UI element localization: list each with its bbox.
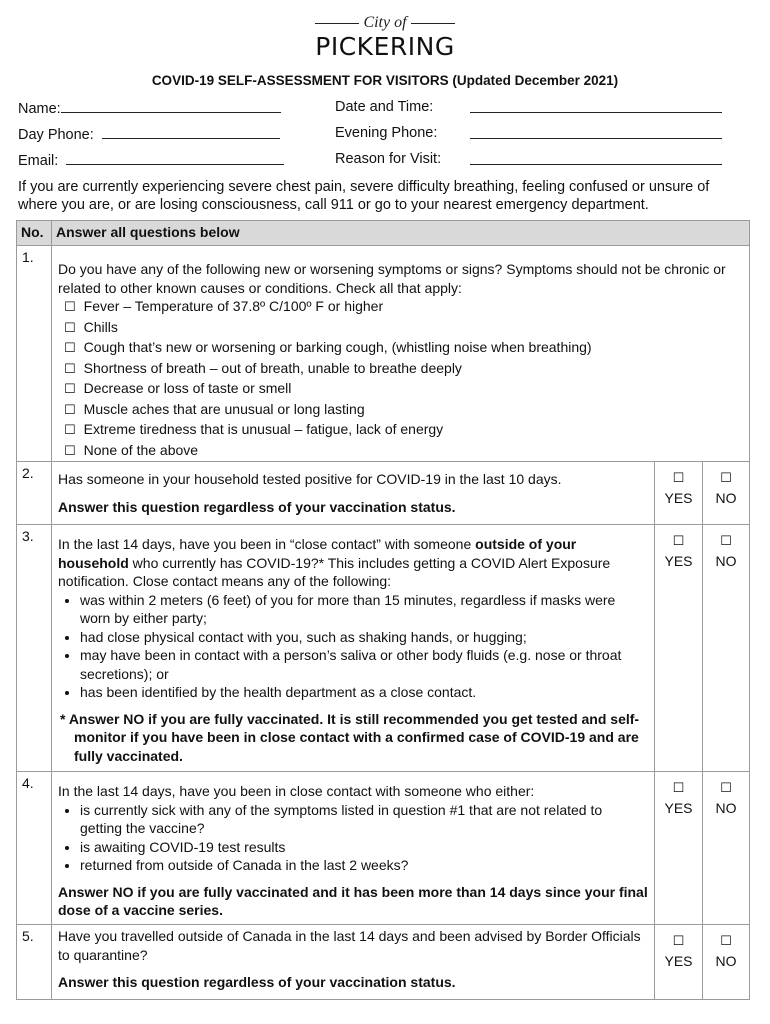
checkbox-icon[interactable]: ☐: [64, 443, 76, 459]
symptom-label: None of the above: [83, 441, 199, 458]
question-text-bold: outside of your household: [58, 536, 577, 571]
logo-city-of: [0, 14, 770, 32]
checkbox-icon[interactable]: ☐: [64, 382, 76, 397]
question-text: Do you have any of the following new or worsening symptoms or signs? Symptoms should not be chronic or related to other known causes or conditions. Check all that apply:: [58, 261, 726, 296]
question-text-a: In the last 14 days, have you been in “close contact” with someone: [58, 536, 476, 552]
question-3-cell: [52, 525, 655, 772]
list-item: • may have been in contact with a person’s saliva or other body fluids (e.g. nose or throat secretions); or: [80, 646, 648, 683]
question-note: Answer this question regardless of your vaccination status.: [58, 974, 456, 990]
checkbox-icon[interactable]: ☐: [64, 402, 76, 418]
symptom-option[interactable]: [64, 379, 743, 400]
yes-checkbox-icon[interactable]: ☐: [672, 471, 685, 486]
form-title: COVID-19 SELF-ASSESSMENT FOR VISITORS (Updated December 2021): [151, 73, 619, 88]
question-number: 5.: [17, 925, 52, 1000]
questions-table: [16, 220, 750, 1000]
date-time-line-wrap[interactable]: [470, 98, 722, 118]
question-number: 1.: [17, 246, 52, 462]
list-item: • is awaiting COVID-19 test results: [80, 838, 648, 857]
no-label: NO: [715, 489, 737, 506]
reason-field[interactable]: [335, 150, 441, 168]
city-logo: [0, 14, 770, 61]
checkbox-icon[interactable]: ☐: [64, 361, 76, 377]
logo-top-text: City of: [363, 14, 407, 31]
email-label: Email:: [18, 153, 59, 169]
question-number: 2.: [17, 462, 52, 525]
question-number: 3.: [17, 525, 52, 772]
question-4-cell: [52, 772, 655, 925]
no-option[interactable]: [703, 925, 750, 1000]
symptom-option[interactable]: [64, 441, 743, 462]
name-label: Name:: [18, 101, 61, 117]
symptom-option[interactable]: [64, 400, 743, 421]
no-label: NO: [715, 552, 737, 569]
name-line[interactable]: [61, 98, 281, 113]
question-text: In the last 14 days, have you been in close contact with someone who either:: [58, 783, 535, 799]
logo-wordmark: PICKERING: [315, 32, 455, 61]
symptom-label: Shortness of breath – out of breath, unable to breathe deeply: [83, 359, 462, 376]
no-option[interactable]: [703, 525, 750, 772]
yes-label: YES: [664, 952, 693, 969]
checkbox-icon[interactable]: ☐: [64, 423, 76, 438]
yes-label: YES: [664, 489, 693, 506]
question-row-5: [17, 925, 750, 1000]
symptom-option[interactable]: [64, 359, 743, 380]
evening-phone-label: Evening Phone:: [335, 125, 438, 141]
no-checkbox-icon[interactable]: ☐: [720, 534, 732, 549]
email-field[interactable]: [18, 150, 284, 170]
question-note: * Answer NO if you are fully vaccinated. It is still recommended you get tested and self-monitor if you have been in close contact with a confirmed case of COVID-19 and are fully vaccinated.: [60, 710, 640, 764]
email-line[interactable]: [66, 150, 284, 165]
no-checkbox-icon[interactable]: ☐: [720, 471, 732, 486]
day-phone-field[interactable]: [18, 124, 280, 144]
question-text: [58, 535, 648, 591]
yes-checkbox-icon[interactable]: ☐: [672, 934, 685, 949]
symptom-label: Fever – Temperature of 37.8º C/100º F or higher: [83, 298, 384, 314]
header-answer: Answer all questions below: [52, 221, 750, 246]
symptom-label: Extreme tiredness that is unusual – fatigue, lack of energy: [83, 421, 444, 437]
evening-phone-field[interactable]: [335, 124, 437, 142]
contact-criteria-list: [58, 801, 648, 875]
question-text-b: who currently has COVID-19?* This includes getting a COVID Alert Exposure notification. Close contact means any of the following:: [58, 554, 611, 589]
question-note: Answer this question regardless of your vaccination status.: [58, 498, 456, 515]
header-no: No.: [17, 221, 52, 246]
date-time-label: Date and Time:: [335, 99, 434, 115]
question-2-cell: [52, 462, 655, 525]
yes-label: YES: [664, 799, 693, 816]
question-row-2: [17, 462, 750, 525]
emergency-notice: If you are currently experiencing severe chest pain, severe difficulty breathing, feeling confused or unsure of where you are, or are losing consciousness, call 911 or go to your nearest emergency department.: [18, 179, 710, 213]
checkbox-icon[interactable]: ☐: [64, 320, 76, 336]
yes-option[interactable]: [655, 772, 703, 925]
question-row-1: [17, 246, 750, 462]
yes-option[interactable]: [655, 462, 703, 525]
yes-checkbox-icon[interactable]: ☐: [672, 534, 685, 549]
symptom-label: Cough that’s new or worsening or barking cough, (whistling noise when breathing): [83, 339, 592, 355]
list-item: • returned from outside of Canada in the last 2 weeks?: [80, 856, 648, 875]
symptom-option[interactable]: [64, 420, 743, 441]
question-row-3: [17, 525, 750, 772]
reason-line-wrap[interactable]: [470, 150, 722, 170]
symptom-label: Decrease or loss of taste or smell: [83, 380, 292, 396]
evening-phone-line[interactable]: [470, 124, 722, 139]
no-option[interactable]: [703, 462, 750, 525]
symptom-option[interactable]: [64, 318, 743, 339]
checkbox-icon[interactable]: ☐: [64, 341, 76, 356]
date-time-line[interactable]: [470, 98, 722, 113]
no-option[interactable]: [703, 772, 750, 925]
symptom-options: [58, 297, 743, 461]
symptom-label: Muscle aches that are unusual or long lasting: [83, 400, 365, 417]
yes-option[interactable]: [655, 525, 703, 772]
close-contact-list: [58, 591, 648, 702]
reason-line[interactable]: [470, 150, 722, 165]
no-checkbox-icon[interactable]: ☐: [720, 781, 732, 796]
question-row-4: [17, 772, 750, 925]
question-number: 4.: [17, 772, 52, 925]
list-item: • was within 2 meters (6 feet) of you for more than 15 minutes, regardless if masks were worn by either party;: [80, 591, 648, 628]
question-note: Answer NO if you are fully vaccinated and it has been more than 14 days since your final dose of a vaccine series.: [58, 883, 648, 918]
no-label: NO: [715, 952, 737, 969]
day-phone-line[interactable]: [102, 124, 280, 139]
day-phone-label: Day Phone:: [18, 127, 94, 143]
yes-option[interactable]: [655, 925, 703, 1000]
checkbox-icon[interactable]: ☐: [64, 300, 76, 315]
date-time-field[interactable]: [335, 98, 433, 116]
question-5-cell: [52, 925, 655, 1000]
table-header: [17, 221, 750, 246]
symptom-option[interactable]: [64, 297, 743, 318]
question-text: Has someone in your household tested positive for COVID-19 in the last 10 days.: [58, 471, 562, 487]
no-checkbox-icon[interactable]: ☐: [720, 934, 732, 949]
question-1-cell: [52, 246, 750, 462]
question-text: Have you travelled outside of Canada in the last 14 days and been advised by Border Officials to quarantine?: [58, 928, 641, 963]
yes-label: YES: [664, 552, 693, 569]
no-label: NO: [715, 799, 737, 816]
symptom-option[interactable]: [64, 338, 743, 359]
list-item: • is currently sick with any of the symptoms listed in question #1 that are not related to getting the vaccine?: [80, 801, 648, 838]
reason-label: Reason for Visit:: [335, 151, 442, 167]
name-field[interactable]: [18, 98, 281, 118]
list-item: • has been identified by the health department as a close contact.: [80, 683, 648, 702]
symptom-label: Chills: [83, 318, 118, 335]
list-item: • had close physical contact with you, such as shaking hands, or hugging;: [80, 628, 648, 647]
yes-checkbox-icon[interactable]: ☐: [672, 781, 685, 796]
evening-phone-line-wrap[interactable]: [470, 124, 722, 144]
